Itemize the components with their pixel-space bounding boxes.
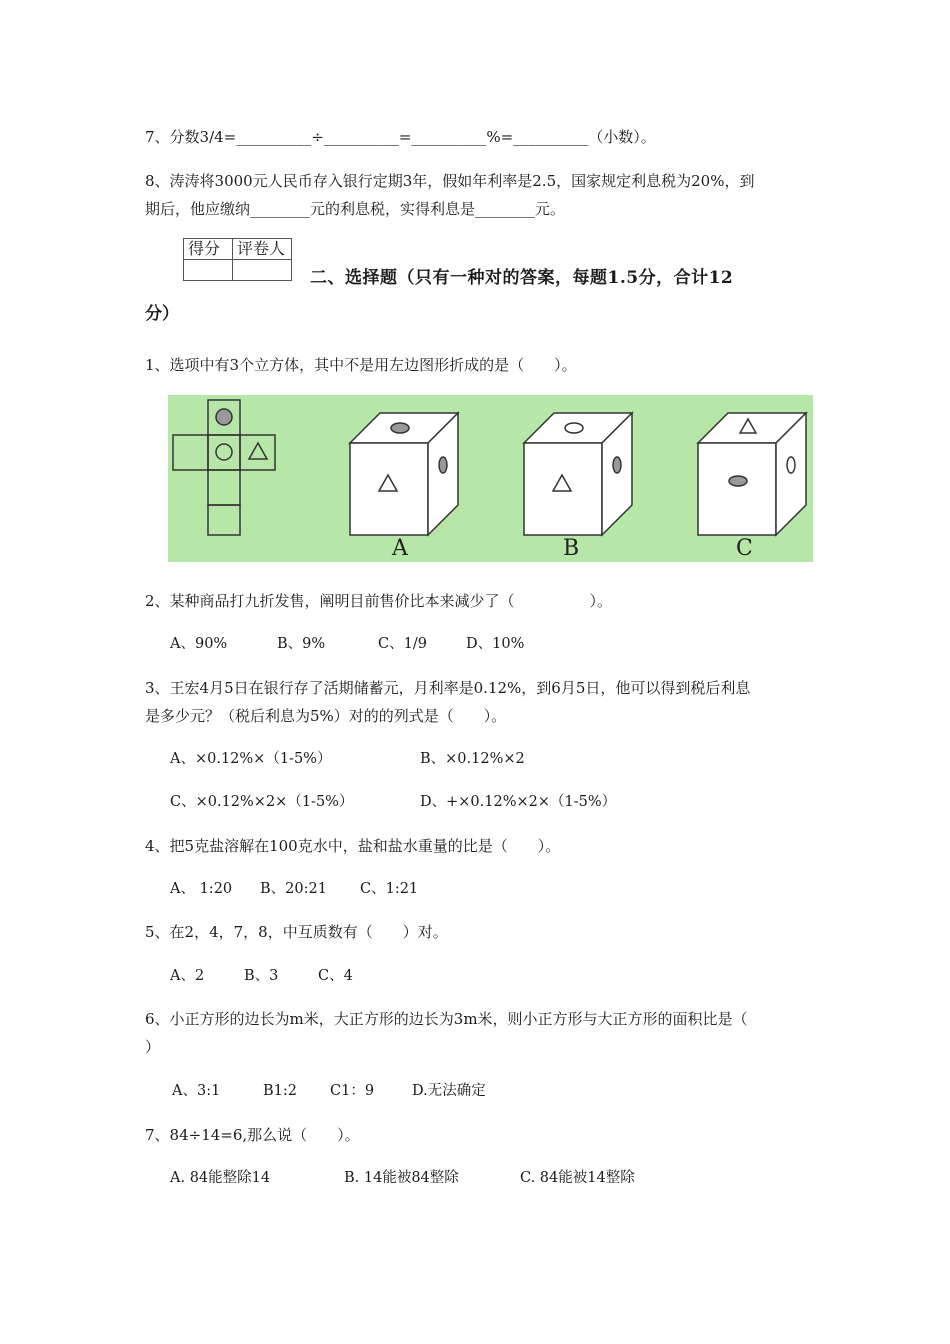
q5-option-b: B、3 (244, 968, 279, 984)
triangle-icon (249, 443, 267, 459)
section-title-cont: 分） (145, 304, 179, 324)
filled-circle-icon (216, 409, 232, 425)
question-7: 7、84÷14=6,那么说（ ）。 (145, 1126, 360, 1144)
q3-option-b: B、×0.12%×2 (420, 751, 525, 767)
question-2: 2、某种商品打九折发售，阐明目前售价比本来减少了（ ）。 (145, 592, 613, 610)
cube-c (698, 413, 806, 535)
score-table (183, 238, 292, 281)
q5-option-a: A、2 (170, 968, 205, 984)
question-4: 4、把5克盐溶解在100克水中，盐和盐水重量的比是（ ）。 (145, 837, 561, 855)
q4-option-c: C、1:21 (360, 881, 419, 897)
q7-option-c: C. 84能被14整除 (520, 1170, 635, 1186)
q7-option-a: A. 84能整除14 (170, 1170, 271, 1186)
circle-icon (216, 444, 232, 460)
cube-figure (168, 395, 813, 562)
q5-option-c: C、4 (318, 968, 353, 984)
cube-b (524, 413, 632, 535)
question-3-line1: 3、王宏4月5日在银行存了活期储蓄元，月利率是0.12%，到6月5日，他可以得到税后利息 (145, 679, 751, 697)
question-8-line1: 8、涛涛将3000元人民币存入银行定期3年，假如年利率是2.5，国家规定利息税为20%，到 (145, 172, 755, 190)
q6-option-a: A、3:1 (172, 1083, 221, 1099)
q3-option-d: D、+×0.12%×2×（1-5%） (420, 794, 617, 810)
q2-option-a: A、90% (170, 636, 228, 652)
score-cell (184, 260, 233, 281)
q3-option-c: C、×0.12%×2×（1-5%） (170, 794, 354, 810)
section-title: 二、选择题（只有一种对的答案，每题1.5分，合计12 (310, 268, 734, 288)
q2-option-c: C、1/9 (378, 636, 427, 652)
score-header: 得分 (184, 239, 233, 260)
cube-figure-svg (168, 395, 813, 562)
q2-option-d: D、10% (466, 636, 525, 652)
grader-header: 评卷人 (233, 239, 292, 260)
q6-option-c: C1：9 (330, 1083, 375, 1099)
q4-option-a: A、 1:20 (170, 881, 233, 897)
q3-option-a: A、×0.12%×（1-5%） (170, 751, 332, 767)
q6-option-b: B1:2 (263, 1083, 297, 1099)
cube-net (173, 400, 275, 535)
question-5: 5、在2，4，7，8，中互质数有（ ）对。 (145, 923, 448, 941)
question-6-line2: ） (145, 1038, 161, 1056)
question-8-line2: 期后，他应缴纳________元的利息税，实得利息是________元。 (145, 200, 566, 218)
cube-label-b: B (563, 536, 580, 561)
cube-label-c: C (736, 536, 753, 561)
question-7-fill: 7、分数3/4=__________÷__________=__________%=__________（小数）。 (145, 128, 656, 146)
question-6-line1: 6、小正方形的边长为m米，大正方形的边长为3m米，则小正方形与大正方形的面积比是（ (145, 1010, 748, 1028)
question-3-line2: 是多少元？（税后利息为5%）对的的列式是（ ）。 (145, 707, 507, 725)
q2-option-b: B、9% (277, 636, 326, 652)
q7-option-b: B. 14能被84整除 (344, 1170, 459, 1186)
q6-option-d: D.无法确定 (412, 1083, 486, 1099)
grader-cell (233, 260, 292, 281)
cube-a (350, 413, 458, 535)
q4-option-b: B、20:21 (260, 881, 327, 897)
cube-label-a: A (392, 536, 408, 561)
question-1: 1、选项中有3个立方体，其中不是用左边图形折成的是（ ）。 (145, 356, 577, 374)
